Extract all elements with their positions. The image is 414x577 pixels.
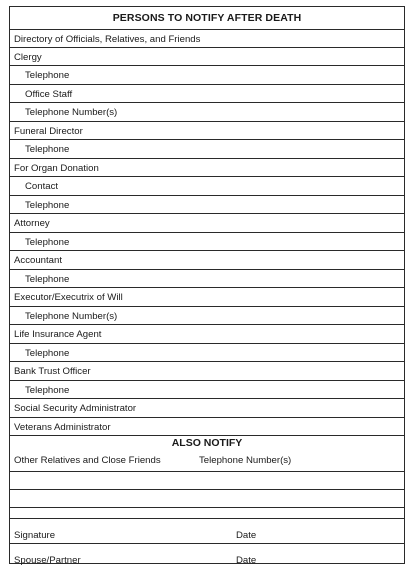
- row-funeral-director: Funeral Director: [10, 122, 404, 141]
- also-notify-heading: ALSO NOTIFY: [171, 437, 243, 449]
- row-organ-telephone: Telephone: [10, 196, 404, 215]
- row-organ-contact: Contact: [10, 177, 404, 196]
- row-directory: Directory of Officials, Relatives, and Friends: [10, 29, 404, 48]
- row-veterans: Veterans Administrator: [10, 418, 404, 437]
- notification-form: [9, 6, 405, 564]
- also-notify-columns: [10, 450, 404, 472]
- signature-label: Signature: [14, 530, 56, 541]
- row-organ-donation: For Organ Donation: [10, 159, 404, 178]
- row-funeral-director-telephone: Telephone: [10, 140, 404, 159]
- row-accountant-telephone: Telephone: [10, 270, 404, 289]
- row-life-insurance: Life Insurance Agent: [10, 325, 404, 344]
- row-clergy: Clergy: [10, 48, 404, 67]
- row-clergy-telephone: Telephone: [10, 66, 404, 85]
- blank-line: [10, 490, 404, 508]
- row-bank-trust: Bank Trust Officer: [10, 362, 404, 381]
- relatives-column-label: Other Relatives and Close Friends: [14, 455, 161, 466]
- section-divider: [10, 508, 404, 519]
- row-executor: Executor/Executrix of Will: [10, 288, 404, 307]
- spouse-date-label: Date: [236, 555, 257, 566]
- row-executor-telephone: Telephone Number(s): [10, 307, 404, 326]
- blank-line: [10, 472, 404, 490]
- signature-row: [10, 519, 404, 544]
- row-life-insurance-telephone: Telephone: [10, 344, 404, 363]
- row-attorney: Attorney: [10, 214, 404, 233]
- row-accountant: Accountant: [10, 251, 404, 270]
- form-title: PERSONS TO NOTIFY AFTER DEATH: [112, 12, 302, 24]
- row-attorney-telephone: Telephone: [10, 233, 404, 252]
- spouse-label: Spouse/Partner: [14, 555, 81, 566]
- signature-date-label: Date: [236, 530, 257, 541]
- row-social-security: Social Security Administrator: [10, 399, 404, 418]
- spouse-row: [10, 544, 404, 569]
- row-office-staff: Office Staff: [10, 85, 404, 104]
- row-office-staff-telephone: Telephone Number(s): [10, 103, 404, 122]
- telephone-column-label: Telephone Number(s): [199, 455, 292, 466]
- row-bank-trust-telephone: Telephone: [10, 381, 404, 400]
